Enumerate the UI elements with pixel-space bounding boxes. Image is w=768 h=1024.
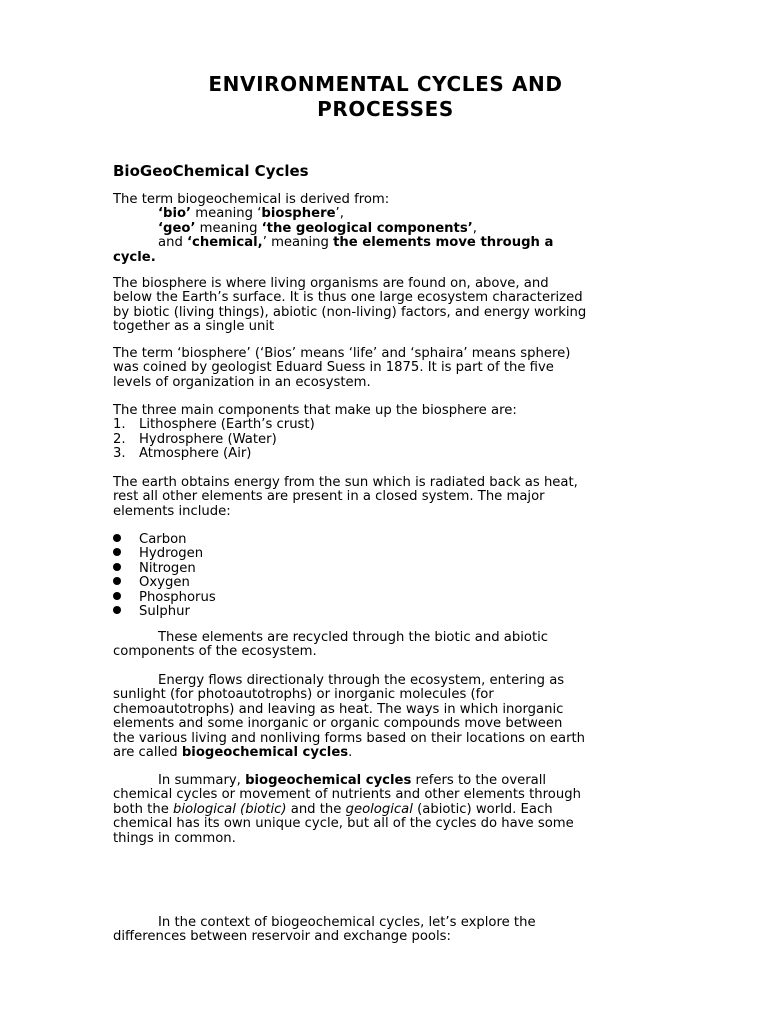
paragraph-line: chemical cycles or movement of nutrients and other elements through — [113, 787, 581, 803]
summary-paragraph — [113, 774, 658, 846]
chem-term: ‘chemical, — [187, 235, 263, 251]
page-title — [113, 72, 658, 122]
paragraph-line: chemical has its own unique cycle, but all of the cycles do have some — [113, 816, 574, 832]
numbered-item: 2. Hydrosphere (Water) — [113, 431, 277, 447]
chem-meaning: the elements move through a — [333, 235, 554, 251]
paragraph-line: In summary, biogeochemical cycles refers to the overall — [158, 773, 547, 788]
bullet-item: Phosphorus — [113, 591, 658, 605]
recycled-paragraph — [113, 631, 658, 660]
title-line-2: PROCESSES — [317, 97, 454, 121]
paragraph-line: levels of organization in an ecosystem. — [113, 374, 371, 390]
components-section — [113, 404, 658, 462]
paragraph-line: are called biogeochemical cycles. — [113, 745, 353, 761]
paragraph-line: elements include: — [113, 503, 231, 519]
paragraph-line: differences between reservoir and exchange pools: — [113, 929, 451, 945]
paragraph-line: These elements are recycled through the biotic and abiotic — [158, 630, 549, 645]
paragraph-line: things in common. — [113, 830, 236, 846]
paragraph-line: Energy flows directionaly through the ecosystem, entering as — [158, 673, 565, 688]
elements-list — [113, 533, 658, 619]
paragraph-line: elements and some inorganic or organic compounds move between — [113, 716, 563, 732]
bullet-item: Oxygen — [113, 576, 658, 590]
flows-paragraph — [113, 674, 658, 760]
bio-term: ‘bio’ — [158, 206, 192, 222]
bullet-item: Sulphur — [113, 605, 658, 619]
paragraph-line: The term ‘biosphere’ (‘Bios’ means ‘life’ and ‘sphaira’ means sphere) — [113, 346, 571, 361]
energy-paragraph — [113, 476, 658, 519]
bullet-icon — [113, 548, 121, 556]
intro-bio-line: ‘bio’ meaning ‘biosphere’, — [158, 206, 344, 222]
paragraph-line: by biotic (living things), abiotic (non-living) factors, and energy working — [113, 304, 587, 320]
paragraph-line: was coined by geologist Eduard Suess in 1875. It is part of the five — [113, 360, 554, 376]
bullet-icon — [113, 592, 121, 600]
term-paragraph — [113, 347, 658, 390]
numbered-item: 1. Lithosphere (Earth’s crust) — [113, 417, 315, 433]
paragraph-line: below the Earth’s surface. It is thus one large ecosystem characterized — [113, 290, 583, 306]
bullet-icon — [113, 534, 121, 542]
paragraph-line: the various living and nonliving forms based on their locations on earth — [113, 730, 586, 746]
bullet-icon — [113, 563, 121, 571]
geo-meaning: ‘the geological components’ — [261, 220, 473, 236]
numbered-item: 3. Atmosphere (Air) — [113, 446, 252, 462]
paragraph-line: In the context of biogeochemical cycles, let’s explore the — [158, 915, 536, 930]
paragraph-line: rest all other elements are present in a closed system. The major — [113, 489, 545, 505]
paragraph-line: components of the ecosystem. — [113, 644, 317, 660]
bullet-item: Carbon — [113, 533, 658, 547]
intro-chem-line: and ‘chemical,’ meaning the elements move through a — [158, 235, 554, 251]
paragraph-line: both the biological (biotic) and the geological (abiotic) world. Each — [113, 801, 553, 817]
bullet-icon — [113, 606, 121, 614]
components-lead: The three main components that make up the biosphere are: — [113, 403, 517, 418]
title-line-1: ENVIRONMENTAL CYCLES AND — [208, 72, 563, 96]
context-paragraph — [113, 916, 658, 945]
bullet-item: Hydrogen — [113, 547, 658, 561]
bullet-icon — [113, 577, 121, 585]
paragraph-line: chemoautotrophs) and leaving as heat. The ways in which inorganic — [113, 701, 564, 717]
bio-meaning: biosphere — [261, 206, 336, 222]
paragraph-line: The earth obtains energy from the sun which is radiated back as heat, — [113, 475, 578, 490]
biosphere-paragraph — [113, 277, 658, 335]
intro-lead: The term biogeochemical is derived from: — [113, 192, 390, 207]
section-heading: BioGeoChemical Cycles — [113, 162, 309, 180]
intro-chem-cont: cycle. — [113, 249, 156, 265]
intro-geo-line: ‘geo’ meaning ‘the geological components’, — [158, 220, 477, 236]
paragraph-line: The biosphere is where living organisms are found on, above, and — [113, 276, 549, 291]
bullet-item: Nitrogen — [113, 562, 658, 576]
paragraph-line: together as a single unit — [113, 319, 275, 335]
paragraph-line: sunlight (for photoautotrophs) or inorganic molecules (for — [113, 687, 494, 703]
geo-term: ‘geo’ — [158, 220, 196, 236]
intro-paragraph — [113, 193, 658, 265]
